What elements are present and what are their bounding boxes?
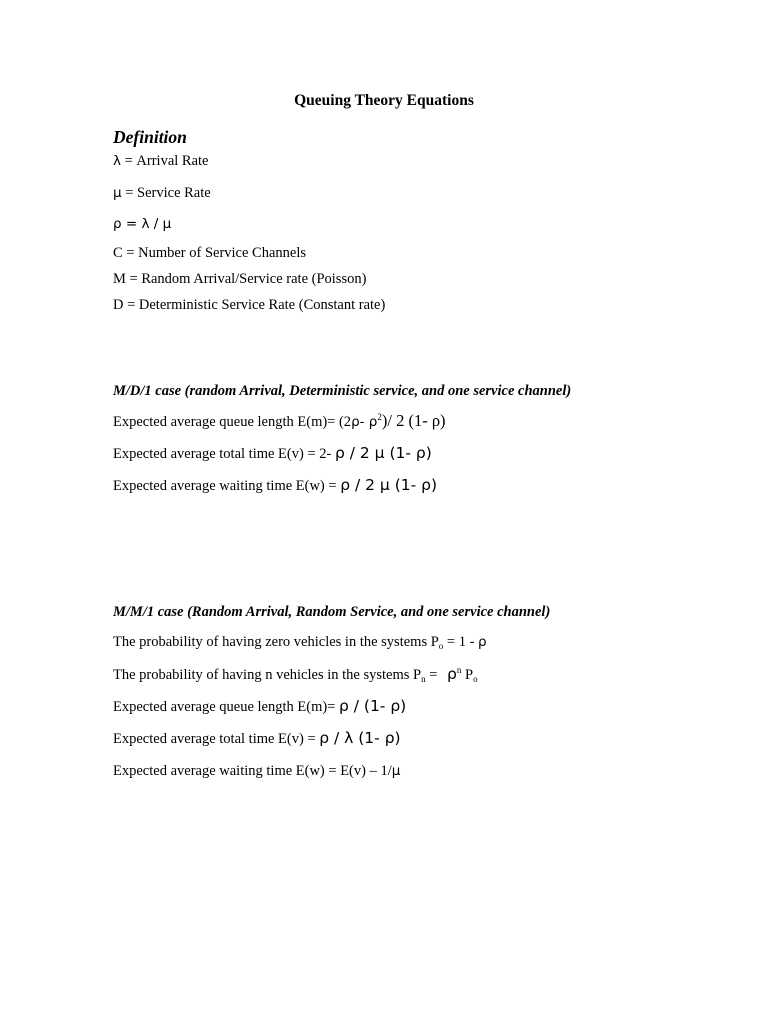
mm1-pn-eq: =	[425, 667, 442, 683]
definition-heading: Definition	[113, 127, 187, 147]
mm1-pn-rho: ρ	[447, 665, 457, 683]
page-title: Queuing Theory Equations	[294, 92, 474, 109]
md1-wait-label: Expected average waiting time E(w) =	[113, 478, 341, 494]
mm1-p0-subscript: o	[438, 641, 444, 651]
lambda-text: = Arrival Rate	[121, 153, 209, 169]
definition-d: D = Deterministic Service Rate (Constant rate)	[113, 297, 386, 313]
md1-waiting-time	[113, 478, 437, 494]
md1-heading: M/D/1 case (random Arrival, Deterministic service, and one service channel)	[113, 383, 572, 399]
mm1-prob-n	[113, 667, 478, 683]
mm1-pn-subscript: n	[421, 674, 426, 684]
mm1-pn-label: The probability of having n vehicles in the systems P	[113, 667, 422, 683]
mm1-total-time	[113, 731, 401, 747]
mu-symbol: μ	[113, 185, 122, 201]
definition-lambda	[113, 154, 209, 169]
mm1-pn-exponent: n	[456, 665, 462, 675]
definition-rho	[113, 217, 171, 232]
mm1-p0-rest: = 1 -	[443, 634, 479, 650]
mm1-p0-rho: ρ	[478, 634, 487, 650]
md1-total-expr: ρ / 2 μ (1- ρ)	[334, 444, 432, 462]
md1-total-label: Expected average total time E(v) = 2-	[113, 446, 335, 462]
mu-text: = Service Rate	[121, 185, 211, 201]
definition-c: C = Number of Service Channels	[113, 245, 307, 261]
mm1-queue-expr: ρ / (1- ρ)	[338, 697, 407, 715]
mm1-heading: M/M/1 case (Random Arrival, Random Service, and one service channel)	[113, 604, 551, 620]
rho-equation: ρ = λ / μ	[113, 216, 172, 232]
mm1-waiting-time	[113, 764, 400, 779]
mm1-p0-label: The probability of having zero vehicles in the systems P	[113, 634, 439, 650]
mm1-prob-zero	[113, 635, 487, 650]
md1-queue-rho: ρ- ρ	[351, 414, 378, 430]
md1-queue-length	[113, 413, 446, 430]
mm1-queue-label: Expected average queue length E(m)=	[113, 699, 339, 715]
definition-m: M = Random Arrival/Service rate (Poisson)	[113, 271, 367, 287]
mm1-queue-length	[113, 699, 406, 715]
mm1-total-label: Expected average total time E(v) =	[113, 731, 320, 747]
mm1-pn-p-subscript: o	[473, 674, 478, 684]
md1-queue-exponent: 2	[377, 412, 382, 422]
mm1-wait-mu: μ	[391, 763, 401, 779]
mm1-total-expr: ρ / λ (1- ρ)	[319, 729, 401, 747]
mm1-wait-label: Expected average waiting time E(w) = E(v) – 1/	[113, 763, 392, 779]
mm1-pn-p: P	[461, 667, 474, 683]
definition-mu	[113, 186, 211, 201]
md1-queue-label: Expected average queue length E(m)= (2	[113, 414, 352, 430]
lambda-symbol: λ	[113, 153, 121, 169]
md1-wait-expr: ρ / 2 μ (1- ρ)	[340, 476, 438, 494]
md1-queue-rest: )/ 2 (1- ρ)	[381, 411, 446, 430]
md1-total-time	[113, 446, 432, 462]
